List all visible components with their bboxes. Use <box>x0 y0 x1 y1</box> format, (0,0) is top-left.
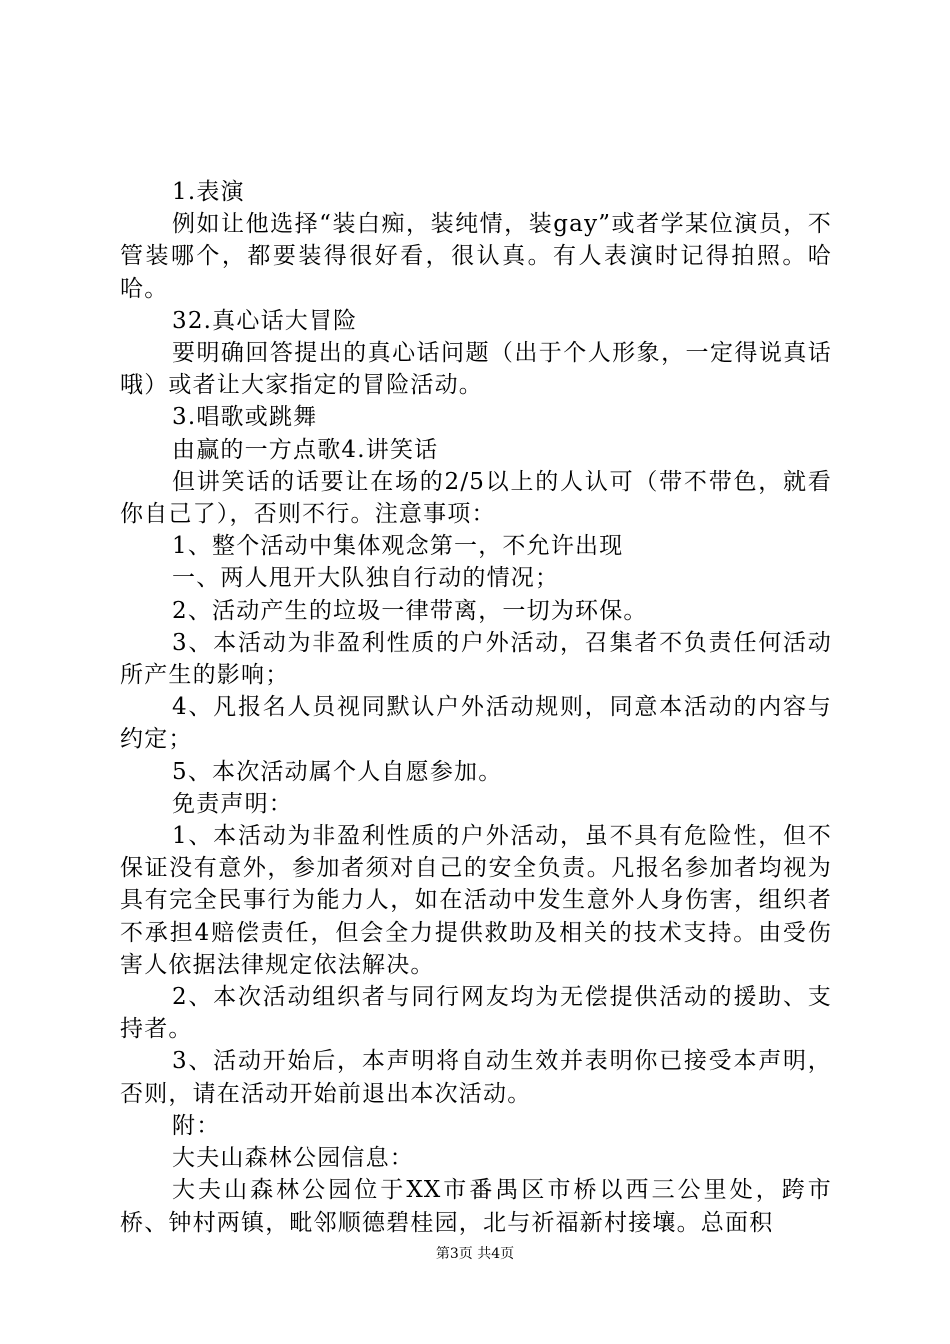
heading-disclaimer: 免责声明： <box>172 790 293 817</box>
notice-item: 2、活动产生的垃圾一律带离，一切为环保。 <box>172 597 648 624</box>
paragraph: 例如让他选择“装白痴，装纯情，装gay”或者学某位演员，不管装哪个，都要装得很好看，很认真。有人表演时记得拍照。哈哈。 <box>120 211 832 302</box>
notice-item: 1、整个活动中集体观念第一，不允许出现 <box>172 533 624 560</box>
paragraph: 大夫山森林公园位于XX市番禺区市桥以西三公里处，跨市桥、钟村两镇，毗邻顺德碧桂园，北与祈福新村接壤。总面积 <box>120 1177 832 1236</box>
paragraph: 但讲笑话的话要让在场的2/5以上的人认可（带不带色，就看你自己了），否则不行。注意事项： <box>120 468 832 528</box>
paragraph: 由赢的一方点歌4.讲笑话 <box>172 436 439 463</box>
page-number-footer: 第3页 共4页 <box>435 1246 515 1262</box>
heading-truth-or-dare: 32.真心话大冒险 <box>172 307 358 334</box>
notice-item: 3、本活动为非盈利性质的户外活动，召集者不负责任何活动所产生的影响； <box>120 629 832 689</box>
heading-performance: 1.表演 <box>172 179 245 205</box>
heading-appendix: 附： <box>172 1112 221 1139</box>
disclaimer-item: 3、活动开始后，本声明将自动生效并表明你已接受本声明，否则，请在活动开始前退出本次活动。 <box>120 1048 832 1107</box>
notice-item: 4、凡报名人员视同默认户外活动规则，同意本活动的内容与约定； <box>120 694 832 753</box>
paragraph: 要明确回答提出的真心话问题（出于个人形象，一定得说真话哦）或者让大家指定的冒险活动。 <box>120 340 832 399</box>
disclaimer-item: 1、本活动为非盈利性质的户外活动，虽不具有危险性，但不保证没有意外，参加者须对自己的安全负责。凡报名参加者均视为具有完全民事行为能力人，如在活动中发生意外人身伤害，组织者不承担4赔偿责任，但会全力提供救助及相关的技术支持。由受伤害人依据法律规定依法解决。 <box>120 823 832 978</box>
notice-item: 5、本次活动属个人自愿参加。 <box>172 758 503 785</box>
heading-sing-or-dance: 3.唱歌或跳舞 <box>172 404 318 431</box>
disclaimer-item: 2、本次活动组织者与同行网友均为无偿提供活动的援助、支持者。 <box>120 984 832 1043</box>
heading-park-info: 大夫山森林公园信息： <box>172 1145 414 1172</box>
document-body <box>120 176 832 1239</box>
notice-item: 一、两人甩开大队独自行动的情况； <box>172 565 560 592</box>
